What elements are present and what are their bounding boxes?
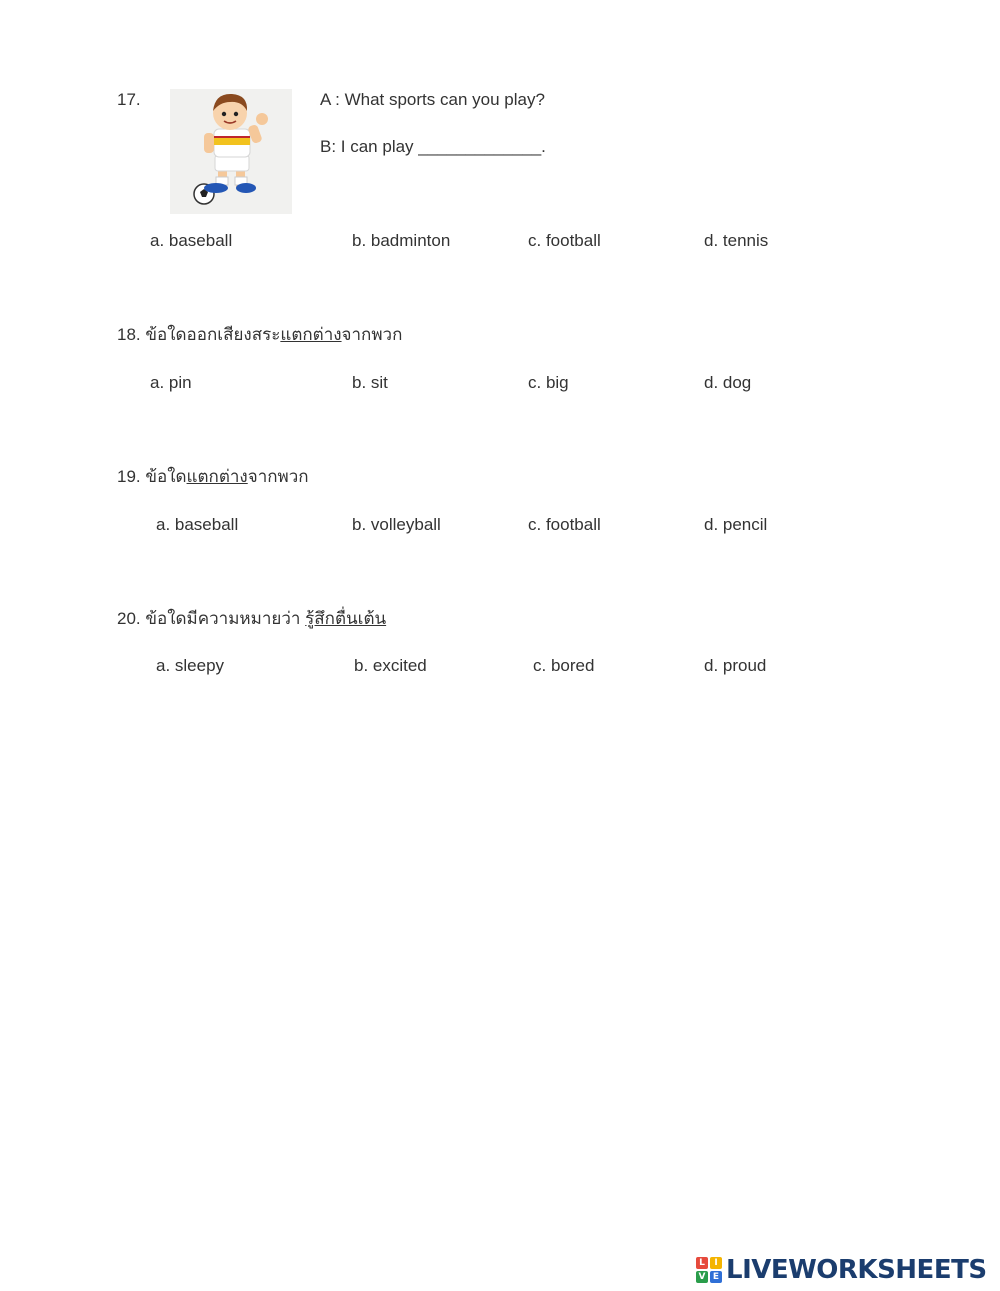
- logo-block-l: L: [696, 1257, 708, 1269]
- q18-option-d[interactable]: d. dog: [704, 373, 752, 392]
- q20-number: 20.: [117, 609, 141, 628]
- q20-prompt: [117, 609, 386, 629]
- q17-option-d[interactable]: d. tennis: [704, 231, 769, 250]
- q19-prompt-post: จากพวก: [247, 467, 309, 486]
- q19-option-c[interactable]: c. football: [528, 515, 601, 534]
- q18-option-a[interactable]: a. pin: [150, 373, 192, 392]
- q19-number: 19.: [117, 467, 141, 486]
- q18-option-c[interactable]: c. big: [528, 373, 569, 392]
- logo-block-e: E: [710, 1271, 722, 1283]
- q19-prompt-underlined: แตกต่าง: [186, 467, 248, 486]
- q20-option-c[interactable]: c. bored: [533, 656, 595, 675]
- q19-option-b[interactable]: b. volleyball: [352, 515, 441, 534]
- q20-option-d[interactable]: d. proud: [704, 656, 767, 675]
- q18-prompt-pre: ข้อใดออกเสียงสระ: [145, 325, 281, 344]
- q18-number: 18.: [117, 325, 141, 344]
- q20-prompt-pre: ข้อใดมีความหมายว่า: [145, 609, 306, 628]
- q17-option-c[interactable]: c. football: [528, 231, 601, 250]
- q18-prompt-post: จากพวก: [341, 325, 403, 344]
- liveworksheets-logo: [696, 1256, 987, 1284]
- q17-line-a: A : What sports can you play?: [320, 90, 545, 109]
- logo-text: LIVEWORKSHEETS: [726, 1255, 987, 1285]
- q18-option-b[interactable]: b. sit: [352, 373, 388, 392]
- boy-playing-football-image: [170, 89, 292, 214]
- q19-prompt-pre: ข้อใด: [145, 467, 187, 486]
- q20-prompt-underlined: รู้สึกตื่นเต้น: [305, 609, 387, 628]
- q20-option-a[interactable]: a. sleepy: [156, 656, 225, 675]
- q17-option-b[interactable]: b. badminton: [352, 231, 451, 250]
- q20-option-b[interactable]: b. excited: [354, 656, 427, 675]
- q19-prompt: [117, 467, 309, 487]
- logo-block-v: V: [696, 1271, 708, 1283]
- q17-line-b: B: I can play _____________.: [320, 137, 546, 156]
- q19-option-a[interactable]: a. baseball: [156, 515, 239, 534]
- logo-blocks-icon: [696, 1257, 722, 1283]
- q17-option-a[interactable]: a. baseball: [150, 231, 233, 250]
- q19-option-d[interactable]: d. pencil: [704, 515, 768, 534]
- q17-number: 17.: [117, 90, 141, 109]
- q18-prompt: [117, 325, 402, 345]
- q18-prompt-underlined: แตกต่าง: [280, 325, 342, 344]
- logo-block-i: I: [710, 1257, 722, 1269]
